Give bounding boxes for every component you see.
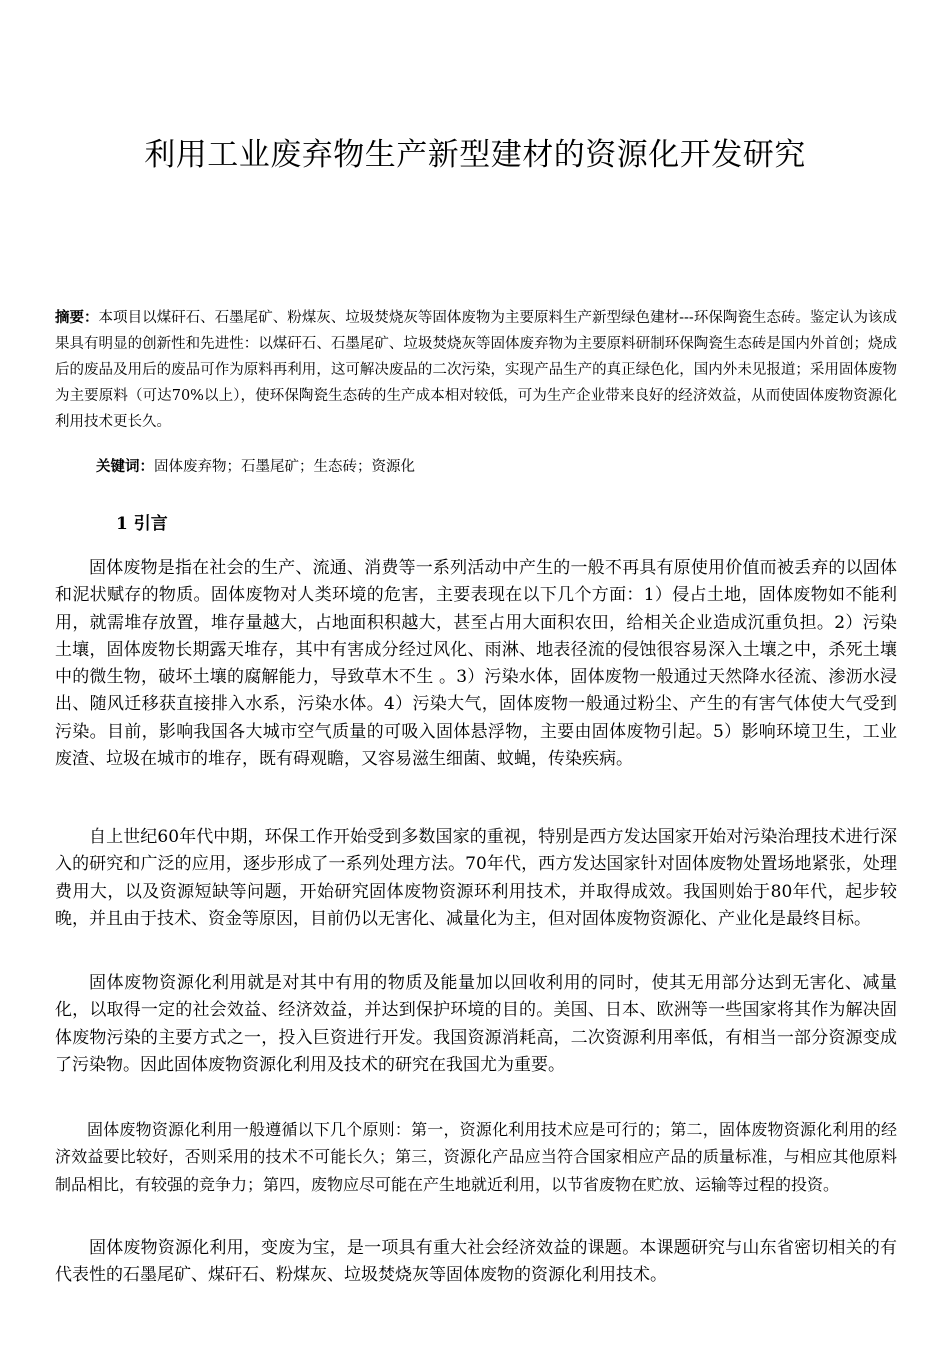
keywords-label: 关键词： — [96, 459, 154, 475]
document-title: 利用工业废弃物生产新型建材的资源化开发研究 — [144, 137, 806, 173]
paragraph-text: 固体废物是指在社会的生产、流通、消费等一系列活动中产生的一般不再具有原使用价值而被丢弃的以固体和泥状赋存的物质。固体废物对人类环境的危害，主要表现在以下几个方面：1）侵占土地，固体废物如不能利用，就需堆存放置，堆存量越大，占地面积积越大，甚至占用大面积农田，给相关企业造成沉重负担。2）污染土壤，固体废物长期露天堆存，其中有害成分经过风化、雨淋、地表径流的侵蚀很容易深入土壤之中，杀死土壤中的微生物，破坏土壤的腐解能力，导致草木不生 。3）污染水体，固体废物一般通过天然降水径流、渗沥水浸出、随风迁移获直接排入水系，污染水体。4）污染大气，固体废物一般通过粉尘、产生的有害气体使大气受到污染。目前，影响我国各大城市空气质量的可吸入固体悬浮物，主要由固体废物引起。5）影响环境卫生，工业废渣、垃圾在城市的堆存，既有碍观瞻，又容易滋生细菌、蚊蝇，传染疾病。 — [55, 558, 897, 770]
paragraph-text: 自上世纪60年代中期，环保工作开始受到多数国家的重视，特别是西方发达国家开始对污染治理技术进行深入的研究和广泛的应用，逐步形成了一系列处理方法。70年代，西方发达国家针对固体废物处置场地紧张，处理费用大，以及资源短缺等问题，开始研究固体废物资源环利用技术，并取得成效。我国则始于80年代，起步较晚，并且由于技术、资金等原因，目前仍以无害化、减量化为主，但对固体废物资源化、产业化是最终目标。 — [55, 827, 897, 929]
abstract-label: 摘要： — [55, 310, 99, 326]
paragraph-text: 固体废物资源化利用一般遵循以下几个原则：第一，资源化利用技术应是可行的；第二，固体废物资源化利用的经济效益要比较好，否则采用的技术不可能长久；第三，资源化产品应当符合国家相应产品的质量标准，与相应其他原料制品相比，有较强的竞争力；第四，废物应尽可能在产生地就近利用，以节省废物在贮放、运输等过程的投资。 — [55, 1120, 897, 1194]
keywords-text: 固体废弃物；石墨尾矿；生态砖；资源化 — [154, 459, 415, 475]
paragraph-text: 固体废物资源化利用就是对其中有用的物质及能量加以回收利用的同时，使其无用部分达到无害化、减量化，以取得一定的社会效益、经济效益，并达到保护环境的目的。美国、日本、欧洲等一些国家将其作为解决固体废物污染的主要方式之一，投入巨资进行开发。我国资源消耗高，二次资源利用率低，有相当一部分资源变成了污染物。因此固体废物资源化利用及技术的研究在我国尤为重要。 — [55, 973, 897, 1075]
abstract — [55, 305, 897, 435]
body-paragraph-5 — [55, 1235, 897, 1290]
paragraph-text: 固体废物资源化利用，变废为宝，是一项具有重大社会经济效益的课题。本课题研究与山东省密切相关的有代表性的石墨尾矿、煤矸石、粉煤灰、垃圾焚烧灰等固体废物的资源化利用技术。 — [55, 1238, 897, 1286]
section-heading: 1 引言 — [116, 514, 168, 534]
body-paragraph-1 — [55, 555, 897, 773]
abstract-text: 本项目以煤矸石、石墨尾矿、粉煤灰、垃圾焚烧灰等固体废物为主要原料生产新型绿色建材---环保陶瓷生态砖。鉴定认为该成果具有明显的创新性和先进性：以煤矸石、石墨尾矿、垃圾焚烧灰等固体废弃物为主要原料研制环保陶瓷生态砖是国内外首创；烧成后的废品及用后的废品可作为原料再利用，这可解决废品的二次污染，实现产品生产的真正绿色化，国内外未见报道；采用固体废物为主要原料（可达70%以上），使环保陶瓷生态砖的生产成本相对较低，可为生产企业带来良好的经济效益，从而使固体废物资源化利用技术更长久。 — [55, 310, 897, 430]
body-paragraph-2 — [55, 824, 897, 933]
keywords — [96, 454, 896, 480]
body-paragraph-4 — [55, 1116, 897, 1198]
body-paragraph-3 — [55, 970, 897, 1079]
